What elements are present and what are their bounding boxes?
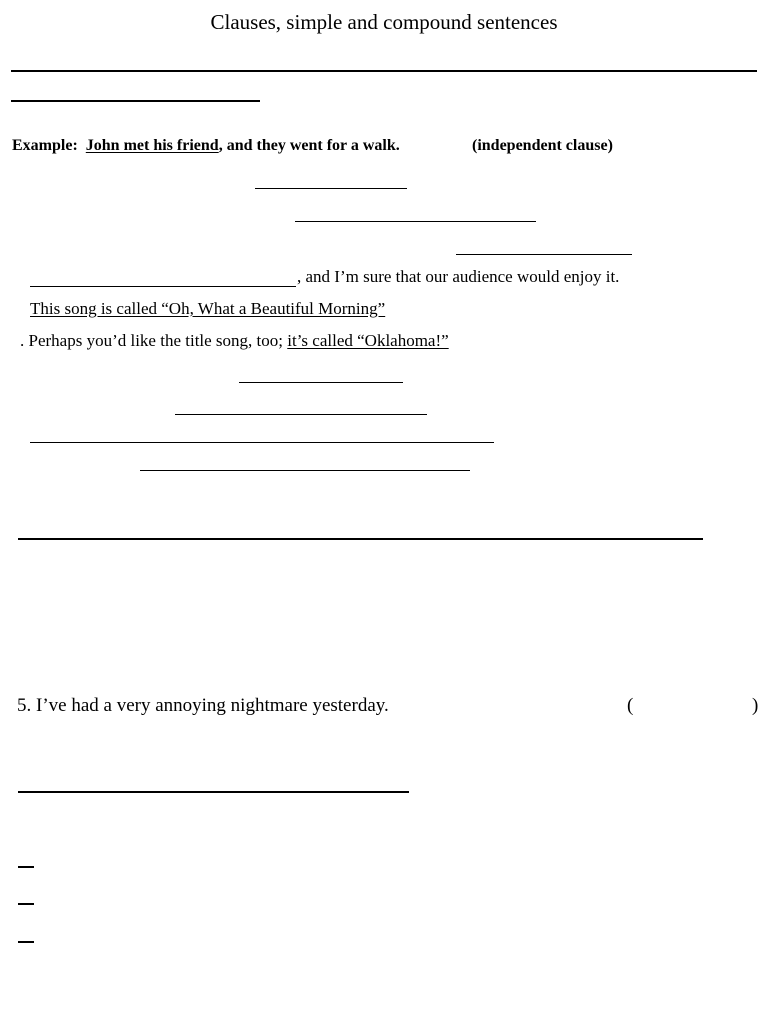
short-blank-2[interactable] [18,903,34,905]
passage-line-1: , and I’m sure that our audience would enjoy it. [297,267,620,286]
short-blank-1[interactable] [18,866,34,868]
question-5-close-paren: ) [752,695,759,716]
example-tag: (independent clause) [472,137,613,154]
answer-blank-4[interactable] [239,382,403,383]
passage-line-2: This song is called “Oh, What a Beautiful Morning” [30,299,386,318]
example-rest: , and they went for a walk. [218,137,400,154]
answer-blank-6[interactable] [30,442,494,443]
example-underlined-clause: John met his friend [85,137,219,154]
answer-blank-1[interactable] [255,188,407,189]
passage-blank-1[interactable] [30,286,296,287]
section-rule [18,538,703,540]
answer-blank-2[interactable] [295,221,536,222]
passage-line-3 [20,331,449,351]
answer-blank-7[interactable] [140,470,470,471]
question-5-open-paren: ( [627,695,634,716]
name-blank-line[interactable] [11,100,260,102]
example-label: Example: [12,137,78,154]
page-title: Clauses, simple and compound sentences [210,10,558,34]
answer-blank-5[interactable] [175,414,427,415]
passage-line-3-prefix: . Perhaps you’d like the title song, too; [20,331,288,350]
passage-line-3-underlined: it’s called “Oklahoma!” [287,331,449,350]
answer-blank-3[interactable] [456,254,632,255]
example-line [12,137,400,155]
question-5-text: 5. I’ve had a very annoying nightmare yesterday. [17,695,389,716]
answer-rule-q5[interactable] [18,791,409,793]
header-rule [11,70,757,72]
short-blank-3[interactable] [18,941,34,943]
